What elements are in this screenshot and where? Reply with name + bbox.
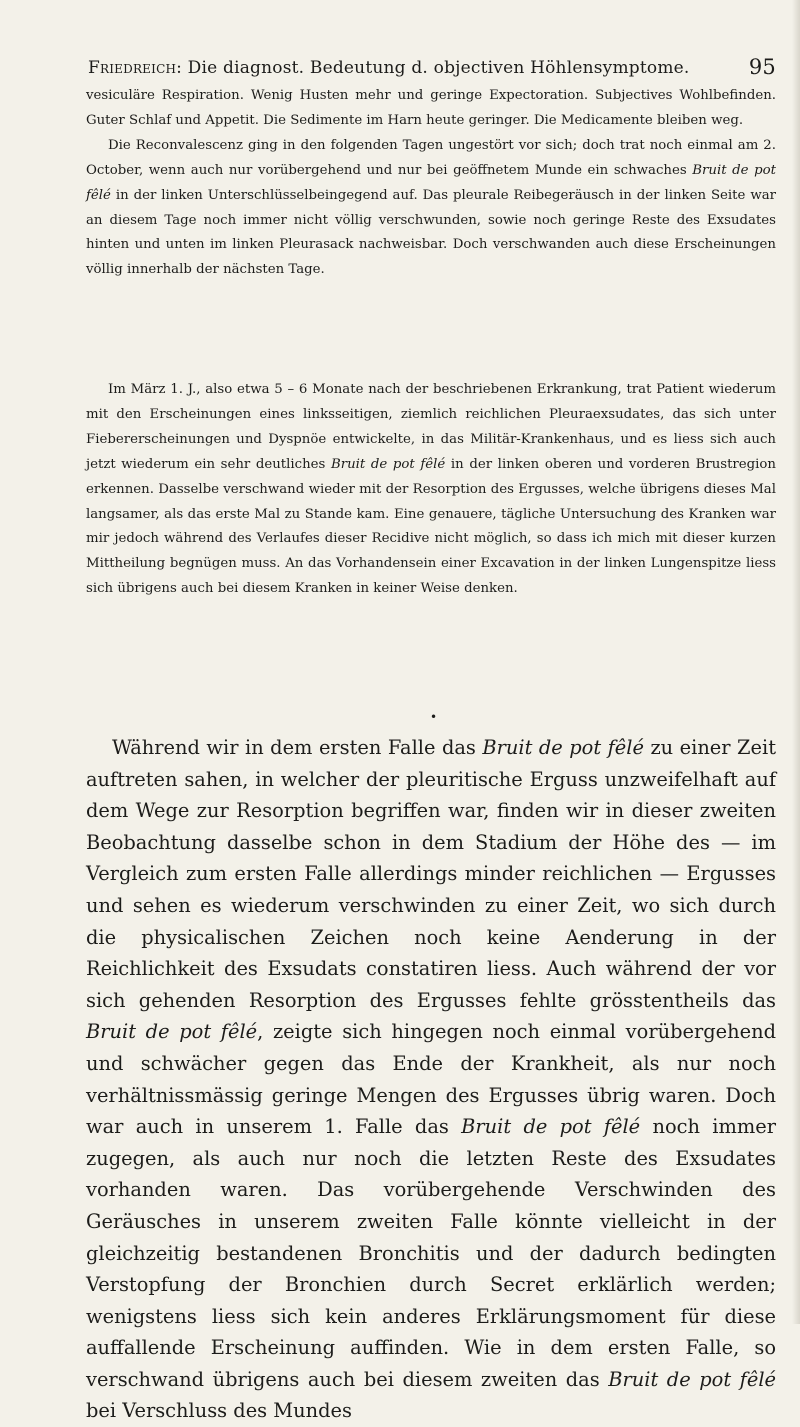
- p4-text-b: zu einer Zeit auftreten sahen, in welcher der pleuritische Erguss unzweifelhaft auf dem Wege zur Resorption begriffen war, finden wir in dieser zweiten Beobachtung dasselbe schon in dem Stadium der Höhe des — im Vergleich zum ersten Falle allerdings minder reichlichen — Ergusses und sehen es wiederum verschwinden zu einer Zeit, wo sich durch die physicalischen Zeichen noch keine Aenderung in der Reichlichkeit des Exsudats constatiren liess. Auch während der vor sich gehenden Resorption des Ergusses fehlte grösstentheils das: [86, 736, 776, 1012]
- case-notes-2: [86, 378, 776, 602]
- p3-text-a: Im März 1. J., also etwa 5 – 6 Monate nach der beschriebenen Erkrankung, trat Patient wiederum mit den Erscheinungen eines linksseitigen, ziemlich reichlichen Pleuraexsudates, das sich unter Fiebererscheinungen und Dyspnöe entwickelte, in das Militär-Krankenhaus, und es liess sich auch jetzt wiederum ein sehr deutliches: [86, 382, 776, 472]
- decorative-dot: •: [430, 710, 438, 724]
- p4-text-c: , zeigte sich hingegen noch einmal vorübergehend und schwächer gegen das Ende der Krankheit, als nur noch verhältnissmässig geringe Mengen des Ergusses übrig waren. Doch war auch in unserem 1. Falle das: [86, 1020, 776, 1139]
- p2-text-a: Die Reconvalescenz ging in den folgenden Tagen ungestört vor sich; doch trat noch einmal am 2. October, wenn auch nur vorübergehend und nur bei geöffnetem Munde ein schwaches: [86, 137, 776, 178]
- p3-term: Bruit de pot fêlé: [330, 456, 446, 472]
- case-notes: [86, 84, 776, 283]
- main-discussion: [86, 732, 776, 1427]
- p3-text-b: in der linken oberen und vorderen Brustregion erkennen. Dasselbe verschwand wieder mit der Resorption des Ergusses, welche übrigens dieses Mal langsamer, als das erste Mal zu Stande kam. Eine genauere, tägliche Untersuchung des Kranken war mir jedoch während des Verlaufes dieser Recidive nicht möglich, so dass ich mich mit dieser kurzen Mittheilung begnügen muss. An das Vorhandensein einer Excavation in der linken Lungenspitze liess sich übrigens auch bei diesem Kranken in keiner Weise denken.: [86, 456, 776, 597]
- header-title: Die diagnost. Bedeutung d. objectiven Höhlensymptome.: [187, 58, 690, 78]
- p4-text-d: noch immer zugegen, als auch nur noch die letzten Reste des Exsudates vorhanden waren. Das vorübergehende Verschwinden des Geräusches in unserem zweiten Falle könnte vielleicht in der gleichzeitig bestandenen Bronchitis und der dadurch bedingten Verstopfung der Bronchien durch Secret erklärlich werden; wenigstens liess sich kein anderes Erklärungsmoment für diese auffallende Erscheinung auffinden. Wie in dem ersten Falle, so verschwand übrigens auch bei diesem zweiten das: [86, 1115, 776, 1391]
- p4-text-a: Während wir in dem ersten Falle das: [112, 736, 483, 759]
- p2-text-b: in der linken Unterschlüsselbeingegend auf. Das pleurale Reibegeräusch in der linken Seite war an diesem Tage noch immer nicht völlig verschwunden, sowie noch geringe Reste des Exsudates hinten und unten im linken Pleurasack nachweisbar. Doch verschwanden auch diese Erscheinungen völlig innerhalb der nächsten Tage.: [86, 187, 776, 278]
- p4-text-e: bei Verschluss des Mundes: [86, 1399, 352, 1423]
- header-author: Friedreich:: [88, 58, 183, 78]
- p2-term: Bruit de pot fêlé: [86, 162, 777, 203]
- page-edge: [792, 0, 800, 1324]
- p4-term-4: Bruit de pot fêlé: [608, 1367, 777, 1391]
- p4-term-1: Bruit de pot fêlé: [482, 736, 644, 759]
- paragraph-2: [86, 134, 776, 283]
- p4-term-3: Bruit de pot fêlé: [461, 1115, 641, 1139]
- paragraph-4: [86, 732, 776, 1427]
- page-number: 95: [748, 55, 776, 79]
- paragraph-3: [86, 378, 776, 602]
- paragraph-1: vesiculäre Respiration. Wenig Husten mehr und geringe Expectoration. Subjectives Wohlbefinden. Guter Schlaf und Appetit. Die Sedimente im Harn heute geringer. Die Medicamente bleiben weg.: [86, 88, 776, 128]
- p4-term-2: Bruit de pot fêlé: [86, 1020, 258, 1044]
